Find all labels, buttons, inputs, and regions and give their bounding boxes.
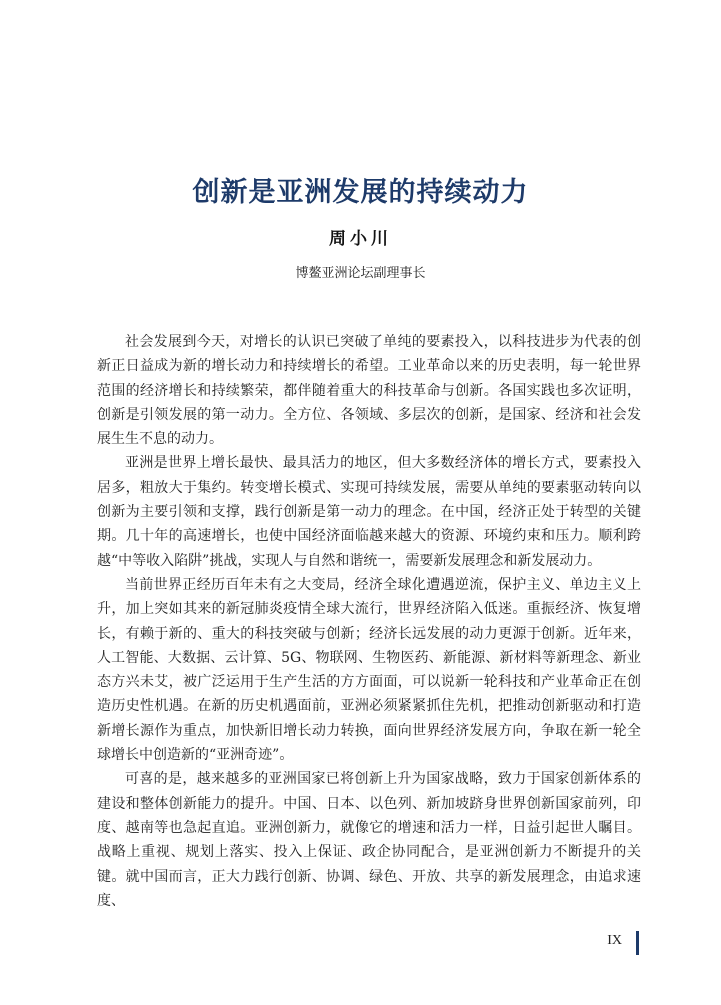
body-paragraph: 可喜的是，越来越多的亚洲国家已将创新上升为国家战略，致力于国家创新体系的建设和整体创新能力的提升。中国、日本、以色列、新加坡跻身世界创新国家前列，印度、越南等也急起直追。亚洲创新力，就像它的增速和活力一样，日益引起世人瞩目。战略上重视、规划上落实、投入上保证、政企协同配合，是亚洲创新力不断提升的关键。就中国而言，正大力践行创新、协调、绿色、开放、共享的新发展理念，由追求速度、: [97, 771, 641, 909]
article-body: [97, 330, 641, 913]
article-author: 周小川: [329, 229, 392, 249]
article-title: 创新是亚洲发展的持续动力: [192, 177, 529, 208]
body-paragraph: 亚洲是世界上增长最快、最具活力的地区，但大多数经济体的增长方式，要素投入居多，粗放大于集约。转变增长模式、实现可持续发展，需要从单纯的要素驱动转向以创新为主要引领和支撑，践行创新是第一动力的理念。在中国，经济正处于转型的关键期。几十年的高速增长，也使中国经济面临越来越大的资源、环境约束和压力。顺利跨越“中等收入陷阱”挑战，实现人与自然和谐统一，需要新发展理念和新发展动力。: [97, 455, 641, 569]
page-number-bar: [636, 931, 639, 955]
author-affiliation: 博鳌亚洲论坛副理事长: [295, 266, 426, 281]
body-paragraph: 当前世界正经历百年未有之大变局，经济全球化遭遇逆流，保护主义、单边主义上升，加上突如其来的新冠肺炎疫情全球大流行，世界经济陷入低迷。重振经济、恢复增长，有赖于新的、重大的科技突破与创新；经济长远发展的动力更源于创新。近年来，人工智能、大数据、云计算、5G、物联网、生物医药、新能源、新材料等新理念、新业态方兴未艾，被广泛运用于生产生活的方方面面，可以说新一轮科技和产业革命正在创造历史性机遇。在新的历史机遇面前，亚洲必须紧紧抓住先机，把推动创新驱动和打造新增长源作为重点，加快新旧增长动力转换，面向世界经济发展方向，争取在新一轮全球增长中创造新的“亚洲奇迹”。: [97, 576, 641, 764]
body-paragraph: 社会发展到今天，对增长的认识已突破了单纯的要素投入，以科技进步为代表的创新正日益成为新的增长动力和持续增长的希望。工业革命以来的历史表明，每一轮世界范围的经济增长和持续繁荣，都伴随着重大的科技革命与创新。各国实践也多次证明，创新是引领发展的第一动力。全方位、各领域、多层次的创新，是国家、经济和社会发展生生不息的动力。: [97, 334, 641, 448]
page-number: IX: [607, 933, 622, 948]
